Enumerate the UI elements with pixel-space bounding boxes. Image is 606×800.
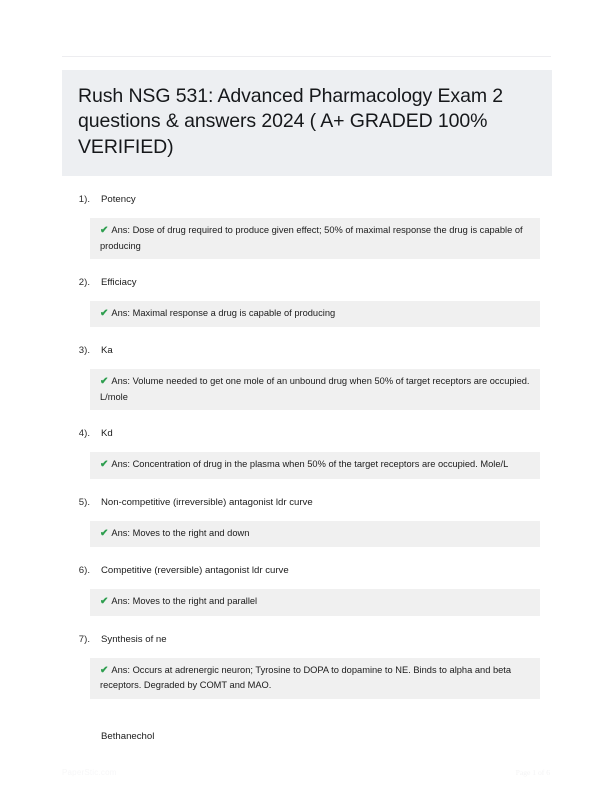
question-text: Non-competitive (irreversible) antagonist ldr curve (101, 496, 313, 508)
check-icon: ✔ (100, 225, 109, 237)
page-title: Rush NSG 531: Advanced Pharmacology Exam 2 questions & answers 2024 ( A+ GRADED 100% VERIFIED) (62, 70, 552, 176)
question-row (0, 428, 606, 443)
qa-item (0, 194, 606, 259)
question-text: Ka (101, 345, 113, 357)
qa-item (0, 428, 606, 479)
answer-text: Ans: Moves to the right and down (111, 527, 250, 538)
question-number: 1). (78, 194, 90, 206)
answer-text: Ans: Occurs at adrenergic neuron; Tyrosine to DOPA to dopamine to NE. Binds to alpha and beta receptors. Degraded by COMT and MAO. (100, 664, 512, 691)
answer-text: Ans: Concentration of drug in the plasma when 50% of the target receptors are occupied. Mole/L (111, 459, 509, 470)
header-divider (62, 56, 551, 57)
question-number: 5). (78, 496, 90, 508)
answer-text: Ans: Volume needed to get one mole of an unbound drug when 50% of target receptors are occupied. L/mole (100, 376, 530, 402)
answer-box (90, 218, 540, 259)
question-text: Efficiacy (101, 276, 137, 288)
answer-text: Ans: Maximal response a drug is capable of producing (111, 307, 336, 318)
question-row (0, 497, 606, 512)
question-row (0, 277, 606, 292)
answer-box (90, 521, 540, 548)
question-number: 3). (78, 345, 90, 357)
question-number: 6). (78, 565, 90, 577)
answer-text: Ans: Dose of drug required to produce given effect; 50% of maximal response the drug is capable of producing (100, 225, 523, 251)
check-icon: ✔ (100, 596, 109, 608)
check-icon: ✔ (100, 307, 109, 319)
page-number: Page 1 of 6 (515, 768, 550, 777)
answer-text: Ans: Moves to the right and parallel (111, 596, 258, 607)
check-icon: ✔ (100, 664, 109, 676)
question-text: Potency (101, 194, 136, 206)
question-row (0, 345, 606, 360)
question-row (0, 194, 606, 209)
qa-item (0, 345, 606, 410)
check-icon: ✔ (100, 527, 109, 539)
question-answer-list (0, 194, 606, 699)
check-icon: ✔ (100, 459, 109, 471)
question-text: Competitive (reversible) antagonist ldr curve (101, 565, 289, 577)
answer-box (90, 452, 540, 479)
answer-box (90, 658, 540, 699)
watermark: PaperStic.com (62, 768, 117, 777)
qa-item (0, 497, 606, 548)
qa-item (0, 565, 606, 616)
question-text: Kd (101, 428, 113, 440)
answer-box (90, 369, 540, 410)
answer-box (90, 589, 540, 616)
question-number: 7). (78, 633, 90, 645)
trailing-term: Bethanechol (101, 730, 155, 742)
qa-item (0, 277, 606, 328)
document-content (0, 70, 606, 744)
question-text: Synthesis of ne (101, 633, 167, 645)
check-icon: ✔ (100, 376, 109, 388)
question-number: 2). (78, 276, 90, 288)
question-row (0, 565, 606, 580)
question-row (0, 634, 606, 649)
answer-box (90, 301, 540, 328)
page-footer (0, 768, 606, 782)
question-number: 4). (78, 428, 90, 440)
qa-item (0, 634, 606, 699)
